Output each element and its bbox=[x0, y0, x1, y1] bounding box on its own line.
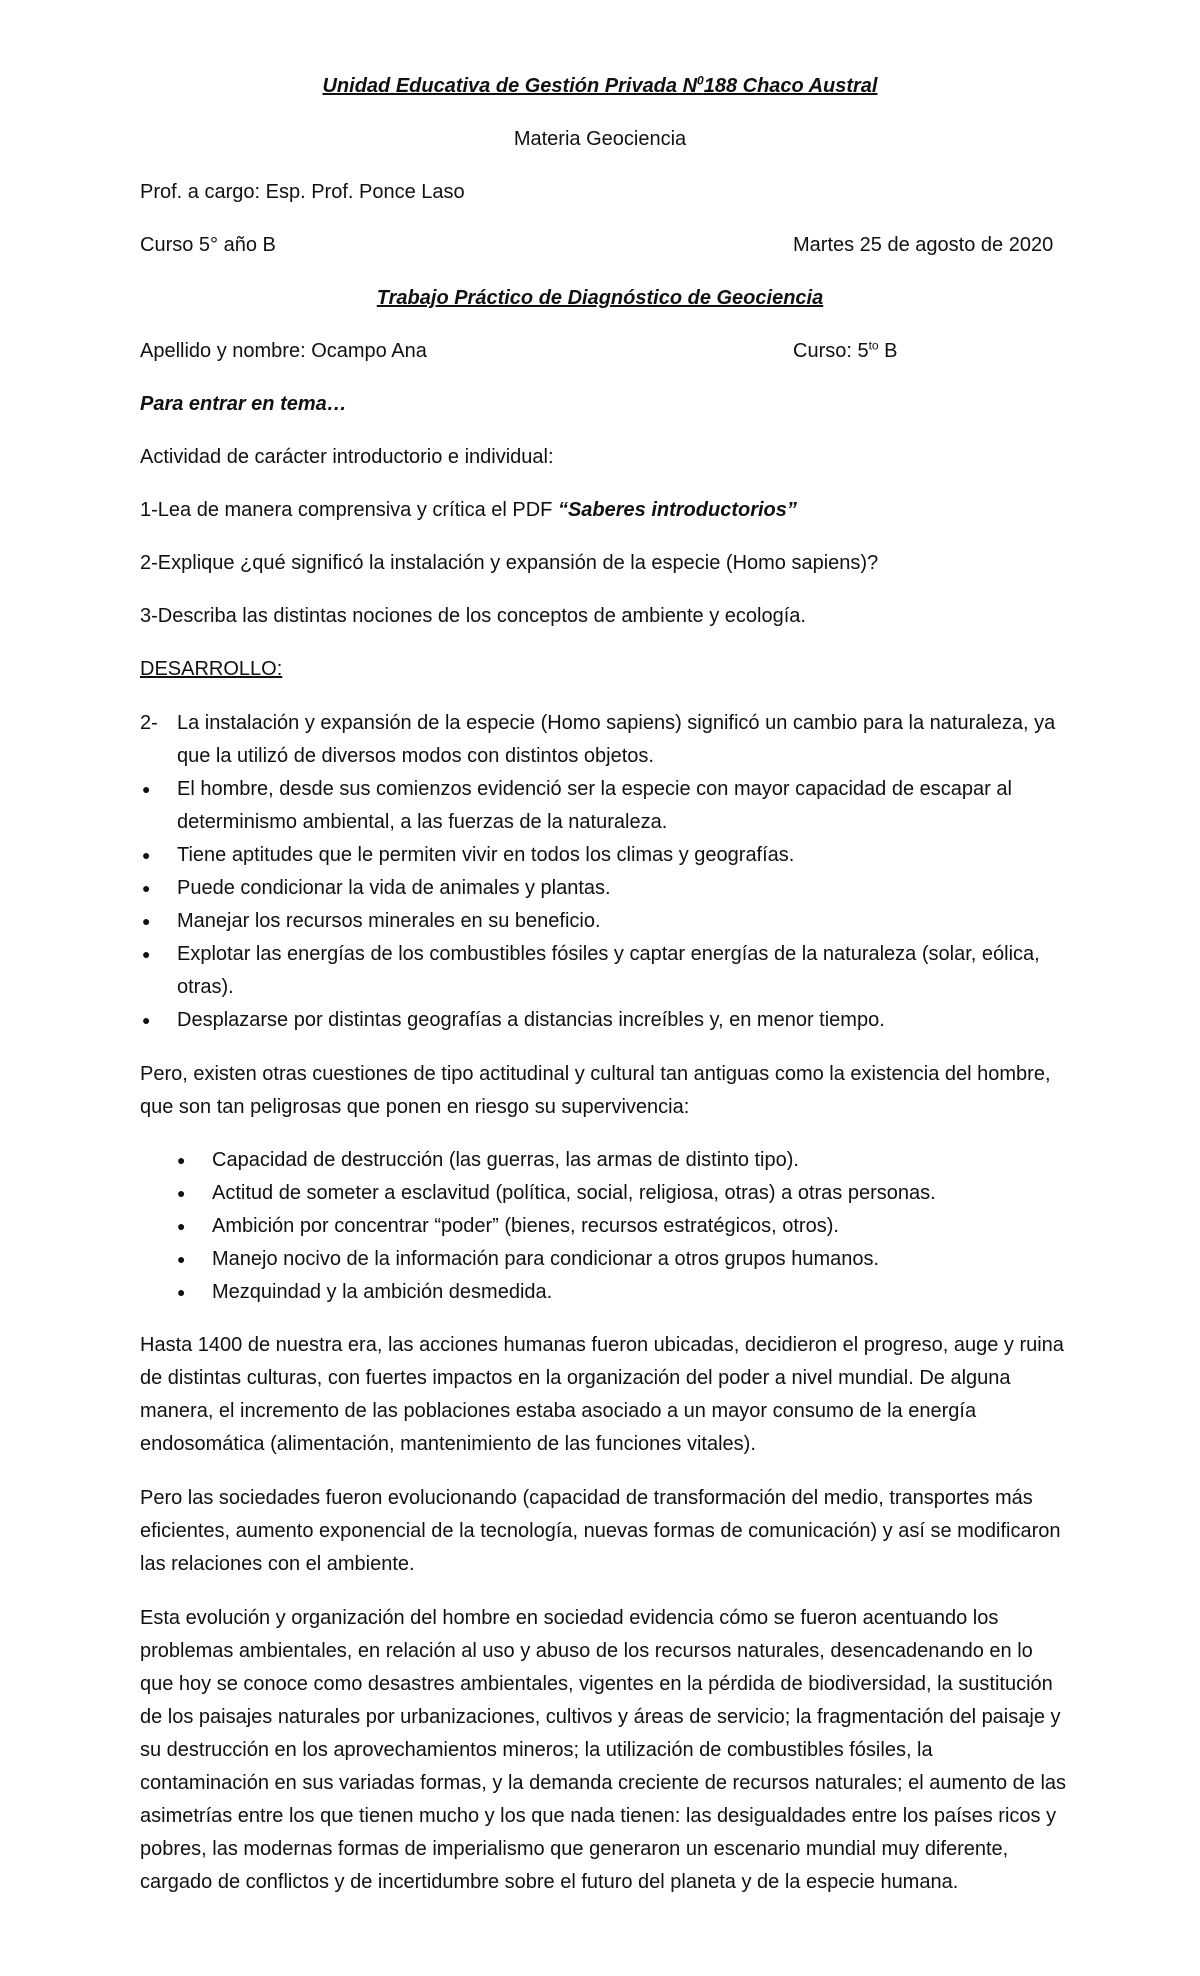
bullet-line: Manejo nocivo de la información para condicionar a otros grupos humanos. bbox=[212, 1248, 880, 1270]
date-line: Martes 25 de agosto de 2020 bbox=[793, 234, 1054, 256]
bullet-icon: ● bbox=[142, 946, 151, 962]
paragraph-line: Pero las sociedades fueron evolucionando (capacidad de transformación del medio, transportes más bbox=[140, 1487, 1033, 1509]
paragraph-line: Esta evolución y organización del hombre en sociedad evidencia cómo se fueron acentuando los bbox=[140, 1607, 999, 1629]
subject-line: Materia Geociencia bbox=[513, 128, 687, 150]
paragraph-line: manera, el incremento de las poblaciones estaba asociado a un mayor consumo de la energía bbox=[140, 1400, 977, 1422]
item-line: La instalación y expansión de la especie (Homo sapiens) significó un cambio para la naturaleza, ya bbox=[177, 712, 1056, 734]
bullet-line: determinismo ambiental, a las fuerzas de la naturaleza. bbox=[177, 811, 668, 833]
bullet-line: Manejar los recursos minerales en su beneficio. bbox=[177, 910, 601, 932]
school-name: Unidad Educativa de Gestión Privada $N^0188$ Chaco Austral bbox=[322, 73, 878, 97]
assignment-title: Trabajo Práctico de Diagnóstico de Geociencia bbox=[376, 287, 824, 309]
bullet-icon: ● bbox=[142, 1012, 151, 1028]
bullet-line: Ambición por concentrar “poder” (bienes, recursos estratégicos, otros). bbox=[212, 1215, 839, 1237]
bullet-icon: ● bbox=[177, 1251, 186, 1267]
bullet-icon: ● bbox=[142, 880, 151, 896]
paragraph-line: su destrucción en los aprovechamientos mineros; la utilización de combustibles fósiles, la bbox=[140, 1739, 933, 1761]
paragraph-line: asimetrías entre los que tienen mucho y los que nada tienen: las desigualdades entre los países ricos y bbox=[140, 1805, 1057, 1827]
bullet-line: Capacidad de destrucción (las guerras, las armas de distinto tipo). bbox=[212, 1149, 799, 1171]
bullet-line: Mezquindad y la ambición desmedida. bbox=[212, 1281, 553, 1303]
activity-line: Actividad de carácter introductorio e individual: bbox=[140, 446, 554, 468]
development-heading: DESARROLLO: bbox=[140, 658, 283, 680]
bullet-icon: ● bbox=[177, 1284, 186, 1300]
paragraph-line: contaminación en sus variadas formas, y la demanda creciente de recursos naturales; el aumento de las bbox=[140, 1772, 1067, 1794]
bullet-line: Desplazarse por distintas geografías a distancias increíbles y, en menor tiempo. bbox=[177, 1009, 885, 1031]
bullet-line: Explotar las energías de los combustibles fósiles y captar energías de la naturaleza (solar, eólica, bbox=[177, 943, 1040, 965]
bullet-icon: ● bbox=[177, 1152, 186, 1168]
paragraph-line: de distintas culturas, con fuertes impactos en la organización del poder a nivel mundial. De alguna bbox=[140, 1367, 1011, 1389]
bullet-icon: ● bbox=[142, 913, 151, 929]
paragraph-line: que hoy se conoce como desastres ambientales, vigentes en la pérdida de biodiversidad, la sustitución bbox=[140, 1673, 1053, 1695]
bullet-line: Tiene aptitudes que le permiten vivir en todos los climas y geografías. bbox=[177, 844, 795, 866]
course-line: Curso 5° año B bbox=[140, 234, 276, 256]
paragraph-line: pobres, las modernas formas de imperialismo que generaron un escenario mundial muy diferente, bbox=[140, 1838, 1009, 1860]
paragraph-line: problemas ambientales, en relación al uso y abuso de los recursos naturales, desencadenando en lo bbox=[140, 1640, 1033, 1662]
paragraph-line: de los paisajes naturales por urbanizaciones, cultivos y áreas de servicio; la fragmentación del paisaje y bbox=[140, 1706, 1061, 1728]
question-2: 2-Explique ¿qué significó la instalación y expansión de la especie (Homo sapiens)? bbox=[140, 552, 879, 574]
bullet-icon: ● bbox=[177, 1185, 186, 1201]
paragraph-line: endosomática (alimentación, mantenimiento de las funciones vitales). bbox=[140, 1433, 756, 1455]
item-line: que la utilizó de diversos modos con distintos objetos. bbox=[177, 745, 654, 767]
bullet-line: Puede condicionar la vida de animales y plantas. bbox=[177, 877, 611, 899]
bullet-line: El hombre, desde sus comienzos evidenció ser la especie con mayor capacidad de escapar al bbox=[177, 778, 1012, 800]
paragraph-line: cargado de conflictos y de incertidumbre sobre el futuro del planeta y de la especie humana. bbox=[140, 1871, 959, 1893]
bullet-line: Actitud de someter a esclavitud (política, social, religiosa, otras) a otras personas. bbox=[212, 1182, 936, 1204]
bullet-icon: ● bbox=[142, 781, 151, 797]
bullet-icon: ● bbox=[177, 1218, 186, 1234]
question-3: 3-Describa las distintas nociones de los conceptos de ambiente y ecología. bbox=[140, 605, 806, 627]
paragraph-line: Pero, existen otras cuestiones de tipo actitudinal y cultural tan antiguas como la existencia del hombre, bbox=[140, 1063, 1051, 1085]
paragraph-line: Hasta 1400 de nuestra era, las acciones humanas fueron ubicadas, decidieron el progreso, auge y ruina bbox=[140, 1334, 1064, 1356]
student-course-line: Curso: $5^{to}$ B bbox=[793, 338, 898, 362]
paragraph-line: que son tan peligrosas que ponen en riesgo su supervivencia: bbox=[140, 1096, 690, 1118]
intro-heading: Para entrar en tema… bbox=[140, 393, 347, 415]
question-1: 1-Lea de manera comprensiva y crítica el PDF “Saberes introductorios” bbox=[140, 499, 797, 521]
bullet-line: otras). bbox=[177, 976, 234, 998]
item-number: 2- bbox=[140, 712, 158, 734]
bullet-icon: ● bbox=[142, 847, 151, 863]
paragraph-line: las relaciones con el ambiente. bbox=[140, 1553, 415, 1575]
teacher-line: Prof. a cargo: Esp. Prof. Ponce Laso bbox=[140, 181, 465, 203]
paragraph-line: eficientes, aumento exponencial de la tecnología, nuevas formas de comunicación) y así se modificaron bbox=[140, 1520, 1061, 1542]
student-name-line: Apellido y nombre: Ocampo Ana bbox=[140, 340, 427, 362]
